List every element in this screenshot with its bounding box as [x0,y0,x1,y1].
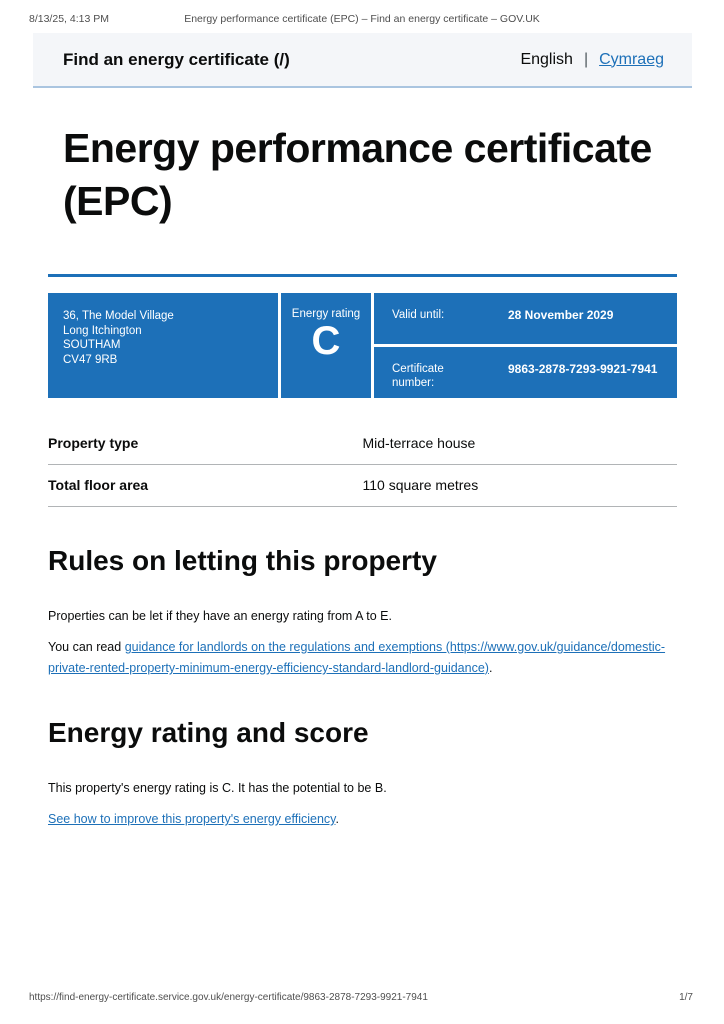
valid-until-value: 28 November 2029 [508,308,614,322]
language-link-cymraeg[interactable]: Cymraeg [599,50,664,68]
energy-rating-summary: This property's energy rating is C. It has the potential to be B. [48,781,387,795]
site-header [33,33,692,88]
page-title: Energy performance certificate (EPC) [63,125,652,224]
language-current: English [520,50,573,68]
letting-rules-section [48,545,677,679]
total-floor-area-label: Total floor area [48,465,363,507]
main-content [48,88,677,830]
address-line-2: Long Itchington [63,324,142,337]
certificate-number-row [374,347,677,398]
property-type-label: Property type [48,423,363,465]
improve-efficiency-paragraph [48,809,677,830]
valid-until-label: Valid until: [392,309,445,321]
service-link-href: (/) [273,49,290,69]
print-document-title: Energy performance certificate (EPC) – Find an energy certificate – GOV.UK [184,13,540,25]
letting-rules-paragraph: Properties can be let if they have an energy rating from A to E. [48,609,392,623]
property-details-table [48,423,677,507]
letting-rules-heading: Rules on letting this property [48,545,437,576]
address-line-1: 36, The Model Village [63,310,174,322]
energy-rating-panel [281,293,371,398]
print-header [29,13,695,27]
guidance-text-prefix: You can read [48,640,125,654]
print-footer [29,992,693,1003]
address-line-4: CV47 9RB [63,353,118,366]
total-floor-area-value: 110 square metres [363,465,678,507]
property-address [48,293,278,398]
improve-efficiency-link[interactable]: See how to improve this property's energy efficiency [48,812,336,826]
energy-rating-label: Energy rating [291,308,361,320]
certificate-meta-panel [374,293,677,398]
language-switcher [520,51,664,69]
energy-rating-heading: Energy rating and score [48,717,369,748]
energy-rating-value: C [311,319,341,363]
certificate-summary-box [48,293,677,398]
valid-until-row [374,293,677,344]
property-type-value: Mid-terrace house [363,423,678,465]
language-separator: | [583,50,589,68]
section-break-rule [48,274,677,277]
certificate-number-label: Certificate number: [392,363,444,389]
service-name-text: Find an energy certificate [63,49,269,69]
improve-link-suffix: . [335,812,339,826]
landlord-guidance-link[interactable]: guidance for landlords on the regulations and exemptions (https://www.gov.uk/guidance/domestic-private-rented-property-minimum-energy-efficiency-standard-landlord-guidance) [48,640,666,675]
print-page-indicator: 1/7 [679,992,693,1003]
address-line-3: SOUTHAM [63,339,121,351]
energy-rating-section [48,717,677,830]
table-row [48,423,677,465]
guidance-paragraph [48,637,677,679]
print-datetime: 8/13/25, 4:13 PM [29,13,109,25]
print-footer-url: https://find-energy-certificate.service.gov.uk/energy-certificate/9863-2878-7293-9921-7941 [29,992,428,1003]
service-name-link[interactable] [63,50,290,70]
table-row [48,465,677,507]
guidance-text-suffix: . [488,661,493,675]
certificate-number-value: 9863-2878-7293-9921-7941 [508,362,658,376]
